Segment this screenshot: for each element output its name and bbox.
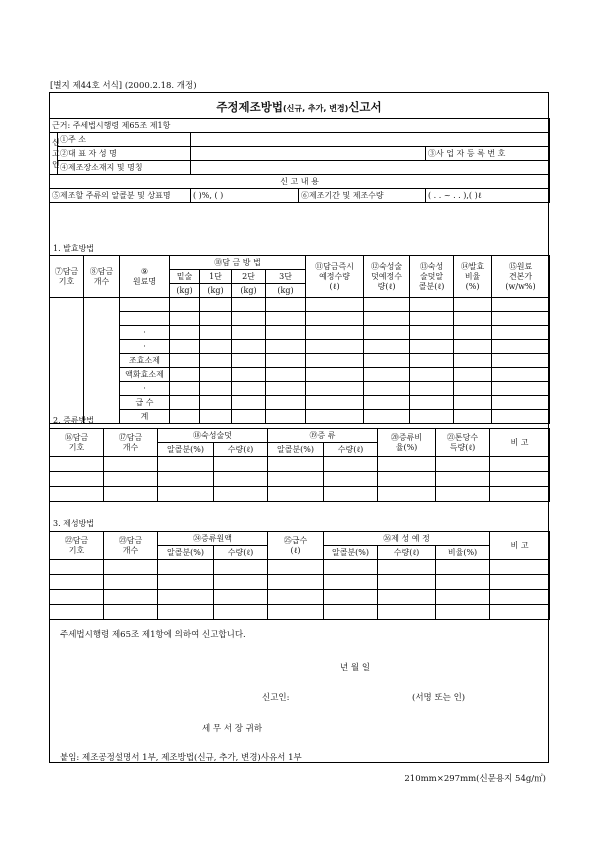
- s3-h-raw: ㉔증류원액: [158, 532, 268, 546]
- cell[interactable]: [324, 605, 378, 620]
- h-expected-qty: ⑪담금즉시 예정수량 (ℓ): [306, 256, 364, 298]
- cell[interactable]: [364, 326, 410, 340]
- cell[interactable]: [232, 340, 266, 354]
- cell[interactable]: [104, 590, 158, 605]
- cell[interactable]: [490, 605, 550, 620]
- cell[interactable]: [158, 472, 214, 487]
- cell[interactable]: [104, 605, 158, 620]
- cell[interactable]: [410, 410, 454, 424]
- cell[interactable]: [268, 560, 324, 575]
- cell[interactable]: [268, 575, 324, 590]
- s2-h-distill: ⑲증 류: [268, 429, 378, 443]
- h-sub-2: 2단: [232, 270, 266, 284]
- table-row: [50, 487, 550, 502]
- row5-value[interactable]: ( )%, ( ): [191, 189, 299, 203]
- cell[interactable]: [306, 312, 364, 326]
- h-material: ⑨ 원료명: [120, 256, 170, 298]
- attachments: 붙임: 제조공정설명서 1부, 제조방법(신규, 추가, 변경)사유서 1부: [60, 753, 302, 763]
- cell[interactable]: [158, 590, 214, 605]
- h-mash-alcohol: ⑬숙성 술덧알 콜분(ℓ): [410, 256, 454, 298]
- cell[interactable]: [158, 487, 214, 502]
- cell[interactable]: [410, 312, 454, 326]
- cell[interactable]: [266, 312, 306, 326]
- s3-h-water: ㉕급수 (ℓ): [268, 532, 324, 560]
- material-label: 액화효소제: [120, 368, 170, 382]
- cell[interactable]: [436, 605, 490, 620]
- cell[interactable]: [306, 382, 364, 396]
- cell[interactable]: [50, 487, 104, 502]
- h-sub-unit-3: (kg): [266, 284, 306, 298]
- cell[interactable]: [232, 326, 266, 340]
- cell[interactable]: [378, 472, 436, 487]
- rep-label: ②대 표 자 성 명: [58, 147, 191, 161]
- cell[interactable]: [436, 472, 490, 487]
- s3-sub-0: 알콜분(%): [158, 546, 214, 560]
- address-field[interactable]: [191, 133, 550, 147]
- cell[interactable]: [104, 575, 158, 590]
- cell[interactable]: [170, 382, 200, 396]
- h-ferment-ratio: ⑭발효 비율 (%): [454, 256, 492, 298]
- table-row: [50, 396, 550, 410]
- s2-h-yield: ㉑톤당수 득량(ℓ): [436, 429, 490, 457]
- place-label: ④제조장소재지 및 명칭: [58, 161, 191, 175]
- cell[interactable]: [490, 457, 550, 472]
- cell[interactable]: [50, 605, 104, 620]
- cell[interactable]: [266, 354, 306, 368]
- cell[interactable]: [214, 457, 268, 472]
- h-sub-unit-1: (kg): [200, 284, 232, 298]
- material-label: [120, 298, 170, 312]
- cell[interactable]: [454, 326, 492, 340]
- form-number: [별지 제44호 서식] (2000.2.18. 개정): [50, 81, 197, 91]
- cell[interactable]: [104, 487, 158, 502]
- material-label: 계: [120, 410, 170, 424]
- bizno-label: ③사 업 자 등 록 번 호: [426, 147, 550, 161]
- distillation-table: [49, 428, 550, 502]
- table-row: [50, 605, 550, 620]
- table-row: [50, 340, 550, 354]
- cell[interactable]: [306, 298, 364, 312]
- cell[interactable]: [268, 590, 324, 605]
- material-label: ·: [120, 326, 170, 340]
- cell[interactable]: [454, 368, 492, 382]
- cell[interactable]: [266, 298, 306, 312]
- cell[interactable]: [492, 312, 550, 326]
- h-sub-1: 1단: [200, 270, 232, 284]
- table-row: [50, 410, 550, 424]
- cell[interactable]: [50, 457, 104, 472]
- row5-label: ⑤제조할 주류의 알콜분 및 상표명: [50, 189, 191, 203]
- blending-table: [49, 531, 550, 620]
- table-row: [50, 382, 550, 396]
- table-row: [50, 326, 550, 340]
- cell[interactable]: [170, 396, 200, 410]
- cell[interactable]: [200, 326, 232, 340]
- cell[interactable]: [158, 457, 214, 472]
- cell[interactable]: [378, 590, 436, 605]
- cell[interactable]: [410, 298, 454, 312]
- cell[interactable]: [324, 472, 378, 487]
- cell[interactable]: [436, 590, 490, 605]
- cell[interactable]: [454, 410, 492, 424]
- report-content-header: 신 고 내 용: [50, 175, 550, 189]
- h-sub-3: 3단: [266, 270, 306, 284]
- table-row: [50, 590, 550, 605]
- applicant-table: [49, 118, 550, 203]
- paper-size: 210mm×297mm(신문용지 54g/㎡): [404, 774, 546, 784]
- cell[interactable]: [364, 410, 410, 424]
- cell[interactable]: [306, 326, 364, 340]
- s2-sub-3: 수량(ℓ): [324, 443, 378, 457]
- cell[interactable]: [200, 382, 232, 396]
- table-row: [50, 368, 550, 382]
- cell[interactable]: [454, 312, 492, 326]
- material-label: 급 수: [120, 396, 170, 410]
- material-label: [120, 312, 170, 326]
- address-label: ①주 소: [58, 133, 191, 147]
- cell[interactable]: [364, 340, 410, 354]
- cell[interactable]: [268, 605, 324, 620]
- table-row: [50, 312, 550, 326]
- cell[interactable]: [266, 368, 306, 382]
- cell[interactable]: [170, 340, 200, 354]
- cell[interactable]: [324, 575, 378, 590]
- sign-label[interactable]: (서명 또는 인): [412, 693, 466, 703]
- cell[interactable]: [84, 298, 120, 424]
- cell[interactable]: [410, 340, 454, 354]
- h-mash-qty: ⑫숙성술 덧예정수 량(ℓ): [364, 256, 410, 298]
- s2-h-count: ⑰담금 개수: [104, 429, 158, 457]
- cell[interactable]: [364, 298, 410, 312]
- cell[interactable]: [410, 396, 454, 410]
- cell[interactable]: [492, 382, 550, 396]
- cell[interactable]: [306, 396, 364, 410]
- cell[interactable]: [200, 396, 232, 410]
- cell[interactable]: [170, 354, 200, 368]
- section1-title: 1. 발효방법: [53, 244, 95, 253]
- row6-label: ⑥제조기간 및 제조수량: [299, 189, 426, 203]
- row6-value[interactable]: ( . . ~ . . ),( )ℓ: [426, 189, 550, 203]
- table-row: [50, 472, 550, 487]
- cell[interactable]: [436, 487, 490, 502]
- s3-sub-2: 알콜분(%): [324, 546, 378, 560]
- h-sub-unit-0: (kg): [170, 284, 200, 298]
- cell[interactable]: [200, 298, 232, 312]
- cell[interactable]: [158, 605, 214, 620]
- form-frame: [49, 92, 549, 763]
- cell[interactable]: [492, 340, 550, 354]
- s2-sub-0: 알콜분(%): [158, 443, 214, 457]
- cell[interactable]: [490, 575, 550, 590]
- material-label: ·: [120, 340, 170, 354]
- title-paren: (신규, 추가, 변경): [282, 104, 349, 113]
- cell[interactable]: [436, 575, 490, 590]
- cell[interactable]: [266, 410, 306, 424]
- s3-sub-1: 수량(ℓ): [214, 546, 268, 560]
- cell[interactable]: [492, 410, 550, 424]
- cell[interactable]: [492, 396, 550, 410]
- cell[interactable]: [306, 368, 364, 382]
- cell[interactable]: [170, 326, 200, 340]
- h-dam-count: ⑧담금 개수: [84, 256, 120, 298]
- cell[interactable]: [170, 410, 200, 424]
- title-main: 주정제조방법: [216, 100, 283, 114]
- s2-sub-1: 수량(ℓ): [214, 443, 268, 457]
- cell[interactable]: [410, 382, 454, 396]
- cell[interactable]: [364, 396, 410, 410]
- cell[interactable]: [232, 396, 266, 410]
- section3-title: 3. 제성방법: [53, 519, 95, 528]
- cell[interactable]: [364, 354, 410, 368]
- table-row: [50, 560, 550, 575]
- cell[interactable]: [364, 382, 410, 396]
- h-sub-unit-2: (kg): [232, 284, 266, 298]
- cell[interactable]: [436, 457, 490, 472]
- cell[interactable]: [214, 560, 268, 575]
- cell[interactable]: [50, 560, 104, 575]
- s2-h-mash: ⑱숙성술덧: [158, 429, 268, 443]
- cell[interactable]: [268, 487, 324, 502]
- cell[interactable]: [490, 560, 550, 575]
- cell[interactable]: [200, 340, 232, 354]
- cell[interactable]: [454, 382, 492, 396]
- cell[interactable]: [170, 312, 200, 326]
- cell[interactable]: [266, 326, 306, 340]
- cell[interactable]: [306, 340, 364, 354]
- rep-field[interactable]: [191, 147, 426, 161]
- cell[interactable]: [364, 368, 410, 382]
- cell[interactable]: [158, 575, 214, 590]
- date-line[interactable]: 년 월 일: [340, 663, 371, 673]
- addressee: 세 무 서 장 귀하: [202, 724, 263, 734]
- cell[interactable]: [490, 590, 550, 605]
- h-dam-code: ⑦담금 기호: [50, 256, 84, 298]
- h-dam-method: ⑩담 금 방 법: [170, 256, 306, 270]
- cell[interactable]: [232, 368, 266, 382]
- cell[interactable]: [268, 472, 324, 487]
- s3-h-plan: ㉖제 성 예 정: [324, 532, 490, 546]
- table-row: [50, 575, 550, 590]
- basis-text: 근거: 주세법시행령 제65조 제1항: [50, 119, 550, 133]
- cell[interactable]: [492, 354, 550, 368]
- applicant-side-label: 신 고 인: [50, 133, 58, 175]
- h-sample: ⑮원료 견본가 (w/w%): [492, 256, 550, 298]
- cell[interactable]: [232, 410, 266, 424]
- table-row: [50, 457, 550, 472]
- cell[interactable]: [50, 298, 84, 424]
- cell[interactable]: [170, 368, 200, 382]
- cell[interactable]: [306, 354, 364, 368]
- material-label: ·: [120, 382, 170, 396]
- cell[interactable]: [492, 298, 550, 312]
- cell[interactable]: [436, 560, 490, 575]
- cell[interactable]: [214, 575, 268, 590]
- cell[interactable]: [378, 605, 436, 620]
- material-label: 조효소제: [120, 354, 170, 368]
- cell[interactable]: [200, 368, 232, 382]
- cell[interactable]: [324, 560, 378, 575]
- cell[interactable]: [232, 298, 266, 312]
- cell[interactable]: [364, 312, 410, 326]
- cell[interactable]: [200, 312, 232, 326]
- cell[interactable]: [200, 354, 232, 368]
- cell[interactable]: [410, 326, 454, 340]
- cell[interactable]: [490, 487, 550, 502]
- cell[interactable]: [50, 590, 104, 605]
- cell[interactable]: [104, 472, 158, 487]
- s3-h-count: ㉓담금 개수: [104, 532, 158, 560]
- cell[interactable]: [454, 396, 492, 410]
- cell[interactable]: [266, 382, 306, 396]
- reporter-label: 신고인:: [262, 693, 290, 703]
- cell[interactable]: [214, 487, 268, 502]
- cell[interactable]: [232, 312, 266, 326]
- cell[interactable]: [214, 472, 268, 487]
- s2-h-code: ⑯담금 기호: [50, 429, 104, 457]
- h-sub-0: 밑술: [170, 270, 200, 284]
- cell[interactable]: [490, 472, 550, 487]
- cell[interactable]: [454, 298, 492, 312]
- s3-sub-3: 수량(ℓ): [378, 546, 436, 560]
- cell[interactable]: [232, 382, 266, 396]
- cell[interactable]: [268, 457, 324, 472]
- cell[interactable]: [492, 368, 550, 382]
- cell[interactable]: [158, 560, 214, 575]
- s2-h-remark: 비 고: [490, 429, 550, 457]
- cell[interactable]: [378, 560, 436, 575]
- cell[interactable]: [378, 487, 436, 502]
- cell[interactable]: [200, 410, 232, 424]
- cell[interactable]: [50, 472, 104, 487]
- cell[interactable]: [410, 368, 454, 382]
- table-row: [50, 298, 550, 312]
- s2-h-ratio: ⑳증류비 율(%): [378, 429, 436, 457]
- declaration-text: 주세법시행령 제65조 제1항에 의하여 신고합니다.: [60, 630, 246, 640]
- cell[interactable]: [104, 457, 158, 472]
- cell[interactable]: [266, 396, 306, 410]
- cell[interactable]: [170, 298, 200, 312]
- cell[interactable]: [324, 457, 378, 472]
- cell[interactable]: [492, 326, 550, 340]
- cell[interactable]: [454, 354, 492, 368]
- cell[interactable]: [378, 457, 436, 472]
- place-field[interactable]: [191, 161, 550, 175]
- s3-sub-4: 비율(%): [436, 546, 490, 560]
- s3-h-remark: 비 고: [490, 532, 550, 560]
- s3-h-code: ㉒담금 기호: [50, 532, 104, 560]
- cell[interactable]: [232, 354, 266, 368]
- cell[interactable]: [266, 340, 306, 354]
- cell[interactable]: [378, 575, 436, 590]
- title-end: 신고서: [348, 100, 382, 114]
- cell[interactable]: [50, 575, 104, 590]
- cell[interactable]: [214, 590, 268, 605]
- s2-sub-2: 알콜분(%): [268, 443, 324, 457]
- cell[interactable]: [454, 340, 492, 354]
- form-title: [50, 99, 548, 115]
- fermentation-table: [49, 255, 550, 424]
- cell[interactable]: [410, 354, 454, 368]
- table-row: [50, 354, 550, 368]
- cell[interactable]: [104, 560, 158, 575]
- cell[interactable]: [214, 605, 268, 620]
- section2-title: 2. 증류방법: [53, 416, 95, 425]
- cell[interactable]: [306, 410, 364, 424]
- cell[interactable]: [324, 487, 378, 502]
- cell[interactable]: [324, 590, 378, 605]
